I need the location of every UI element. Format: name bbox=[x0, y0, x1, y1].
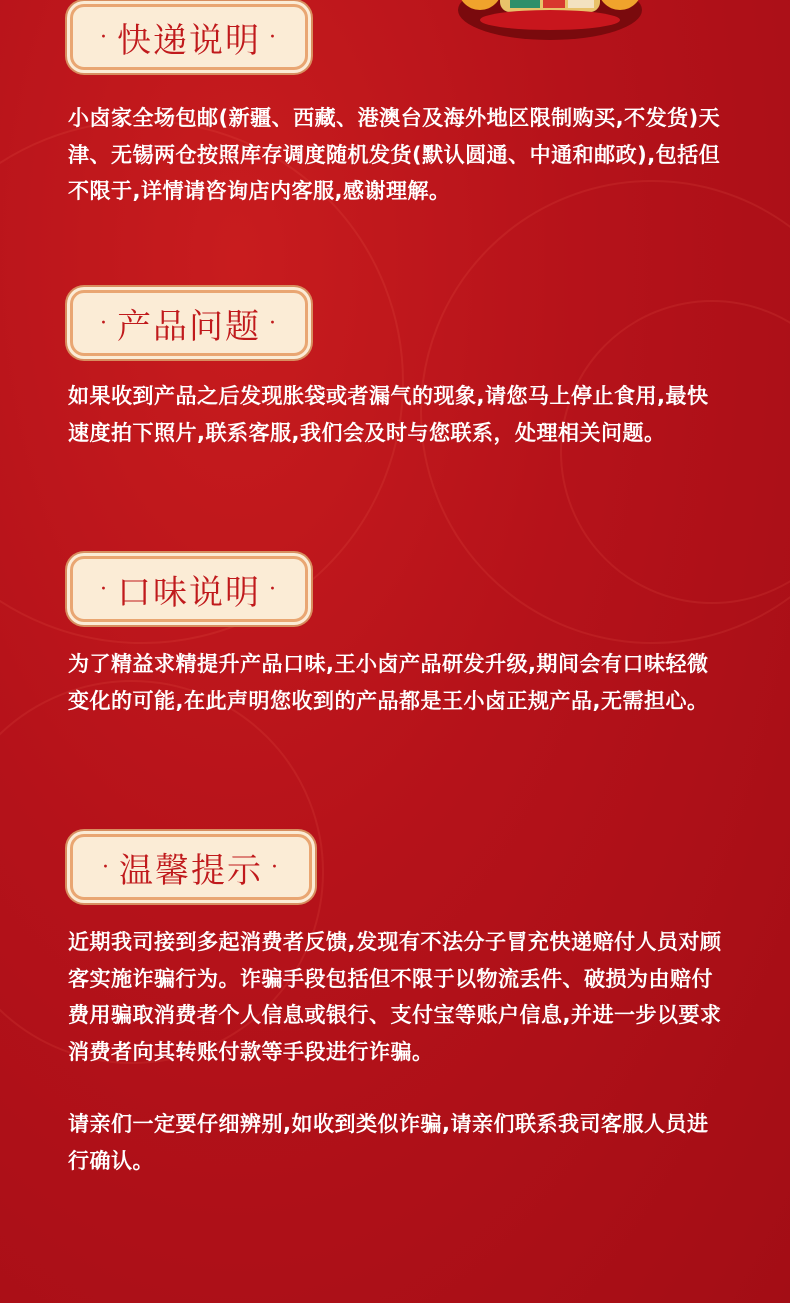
product-issue-description: 如果收到产品之后发现胀袋或者漏气的现象,请您马上停止食用,最快速度拍下照片,联系客服,我们会及时与您联系，处理相关问题。 bbox=[68, 384, 709, 445]
fraud-warning-description: 近期我司接到多起消费者反馈,发现有不法分子冒充快递赔付人员对顾客实施诈骗行为。诈骗手段包括但不限于以物流丢件、破损为由赔付费用骗取消费者个人信息或银行、支付宝等账户信息,并进一步以要求消费者向其转账付款等手段进行诈骗。 bbox=[68, 930, 722, 1064]
badge-dot: · bbox=[269, 310, 278, 336]
section-title-text: 口味说明 bbox=[117, 572, 261, 613]
section-title-text: 快递说明 bbox=[117, 20, 261, 61]
shipping-description: 小卤家全场包邮(新疆、西藏、港澳台及海外地区限制购买,不发货)天津、无锡两仓按照库存调度随机发货(默认圆通、中通和邮政),包括但不限于,详情请咨询店内客服,感谢理解。 bbox=[68, 106, 721, 203]
badge-dot: · bbox=[269, 24, 278, 50]
section-title-shipping bbox=[70, 4, 308, 70]
badge-dot: · bbox=[102, 854, 111, 880]
badge-dot: · bbox=[100, 576, 109, 602]
festive-ornament-image bbox=[455, 0, 645, 42]
section-title-notice bbox=[70, 834, 312, 900]
badge-dot: · bbox=[269, 576, 278, 602]
fraud-warning-advice: 请亲们一定要仔细辨别,如收到类似诈骗,请亲们联系我司客服人员进行确认。 bbox=[68, 1112, 709, 1173]
section-title-text: 温馨提示 bbox=[119, 850, 263, 891]
badge-dot: · bbox=[100, 310, 109, 336]
section-title-flavor bbox=[70, 556, 308, 622]
section-title-product bbox=[70, 290, 308, 356]
badge-dot: · bbox=[271, 854, 280, 880]
flavor-description: 为了精益求精提升产品口味,王小卤产品研发升级,期间会有口味轻微变化的可能,在此声明您收到的产品都是王小卤正规产品,无需担心。 bbox=[68, 652, 709, 713]
badge-dot: · bbox=[100, 24, 109, 50]
section-title-text: 产品问题 bbox=[117, 306, 261, 347]
